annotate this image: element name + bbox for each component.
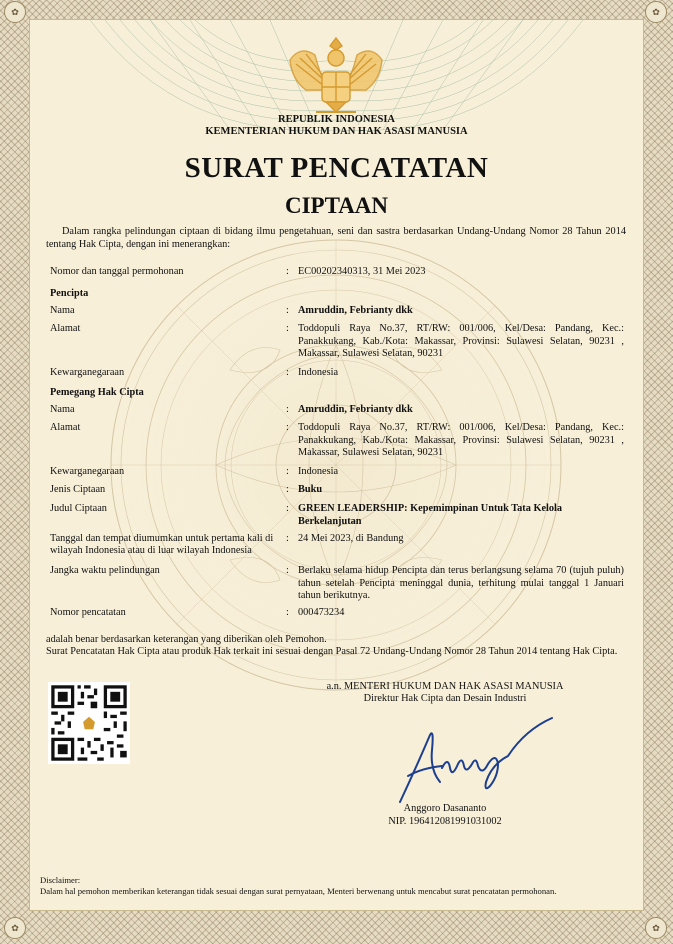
colon: : (286, 266, 289, 277)
on-behalf-text: a.n. MENTERI HUKUM DAN HAK ASASI MANUSIA (326, 681, 564, 692)
holder-name-value: Amruddin, Febrianty dkk (298, 404, 413, 415)
corner-ornament-bottom-left: ✿ (4, 917, 26, 939)
colon: : (286, 503, 289, 514)
disclaimer-label: Disclaimer: (40, 875, 81, 885)
holder-section-heading: Pemegang Hak Cipta (50, 387, 144, 398)
signatory-name: Anggoro Dasananto (403, 803, 487, 814)
closing-line-2: Surat Pencatatan Hak Cipta atau produk Hak terkait ini sesuai dengan Pasal 72 Undang-Undang Nomor 28 Tahun 2014 tentang Hak Cipta. (46, 646, 618, 657)
document-subtitle: CIPTAAN (284, 193, 389, 218)
colon: : (286, 305, 289, 316)
colon: : (286, 466, 289, 477)
document-title: SURAT PENCATATAN (184, 152, 489, 184)
protection-label: Jangka waktu pelindungan (50, 565, 160, 576)
handwritten-signature (360, 710, 560, 810)
colon: : (286, 607, 289, 618)
intro-paragraph: Dalam rangka pelindungan ciptaan di bidang ilmu pengetahuan, seni dan sastra berdasarkan Undang-Undang Nomor 28 Tahun 2014 tentang Hak Cipta, dengan ini menerangkan: (46, 226, 626, 250)
holder-citizenship-value: Indonesia (298, 466, 339, 477)
creator-citizenship-label: Kewarganegaraan (50, 367, 125, 378)
holder-name-label: Nama (50, 404, 75, 415)
creator-name-label: Nama (50, 305, 75, 316)
creator-address-label: Alamat (50, 323, 81, 334)
colon: : (286, 484, 289, 495)
holder-address-label: Alamat (50, 422, 81, 433)
colon: : (286, 533, 289, 544)
holder-citizenship-label: Kewarganegaraan (50, 466, 125, 477)
certificate-paper (30, 20, 643, 910)
corner-ornament-bottom-right: ✿ (645, 917, 667, 939)
corner-ornament-top-left: ✿ (4, 1, 26, 23)
record-number-value: 000473234 (298, 607, 345, 618)
record-number-label: Nomor pencatatan (50, 607, 126, 618)
work-title-label: Judul Ciptaan (50, 503, 107, 514)
creator-citizenship-value: Indonesia (298, 367, 339, 378)
ministry-heading: KEMENTERIAN HUKUM DAN HAK ASASI MANUSIA (205, 126, 468, 137)
work-type-value: Buku (298, 484, 323, 495)
creator-section-heading: Pencipta (50, 288, 89, 299)
signatory-nip: NIP. 196412081991031002 (388, 816, 502, 827)
colon: : (286, 565, 289, 576)
application-value: EC00202340313, 31 Mei 2023 (298, 266, 426, 277)
disclaimer-text: Dalam hal pemohon memberikan keterangan tidak sesuai dengan surat pernyataan, Menteri berwenang untuk mencabut surat pencatatan permohonan. (40, 886, 557, 896)
creator-address-value: Toddopuli Raya No.37, RT/RW: 001/006, Kel/Desa: Pandang, Kec.: Panakkukang, Kab./Kota: Makassar, Provinsi: Sulawesi Selatan, 90231 , Makassar, Sulawesi Selatan, 90231 (298, 323, 624, 359)
work-title-value: GREEN LEADERSHIP: Kepemimpinan Untuk Tata Kelola Berkelanjutan (298, 503, 563, 527)
closing-line-1: adalah benar berdasarkan keterangan yang diberikan oleh Pemohon. (46, 634, 327, 645)
colon: : (286, 367, 289, 378)
published-value: 24 Mei 2023, di Bandung (298, 533, 404, 544)
colon: : (286, 422, 289, 433)
application-label: Nomor dan tanggal permohonan (50, 266, 184, 277)
corner-ornament-top-right: ✿ (645, 1, 667, 23)
published-label: Tanggal dan tempat diumumkan untuk pertama kali di wilayah Indonesia atau di luar wilayah Indonesia (50, 533, 274, 556)
work-type-label: Jenis Ciptaan (50, 484, 106, 495)
colon: : (286, 404, 289, 415)
country-heading: REPUBLIK INDONESIA (278, 114, 395, 125)
holder-address-value: Toddopuli Raya No.37, RT/RW: 001/006, Kel/Desa: Pandang, Kec.: Panakkukang, Kab./Kota: Makassar, Provinsi: Sulawesi Selatan, 90231 , Makassar, Sulawesi Selatan, 90231 (298, 422, 624, 458)
colon: : (286, 323, 289, 334)
qr-code[interactable] (48, 682, 130, 764)
protection-value: Berlaku selama hidup Pencipta dan terus berlangsung selama 70 (tujuh puluh) tahun setelah Pencipta meninggal dunia, terhitung mulai tanggal 1 Januari tahun berikutnya. (298, 565, 624, 601)
signatory-position: Direktur Hak Cipta dan Desain Industri (363, 693, 527, 704)
creator-name-value: Amruddin, Febrianty dkk (298, 305, 413, 316)
